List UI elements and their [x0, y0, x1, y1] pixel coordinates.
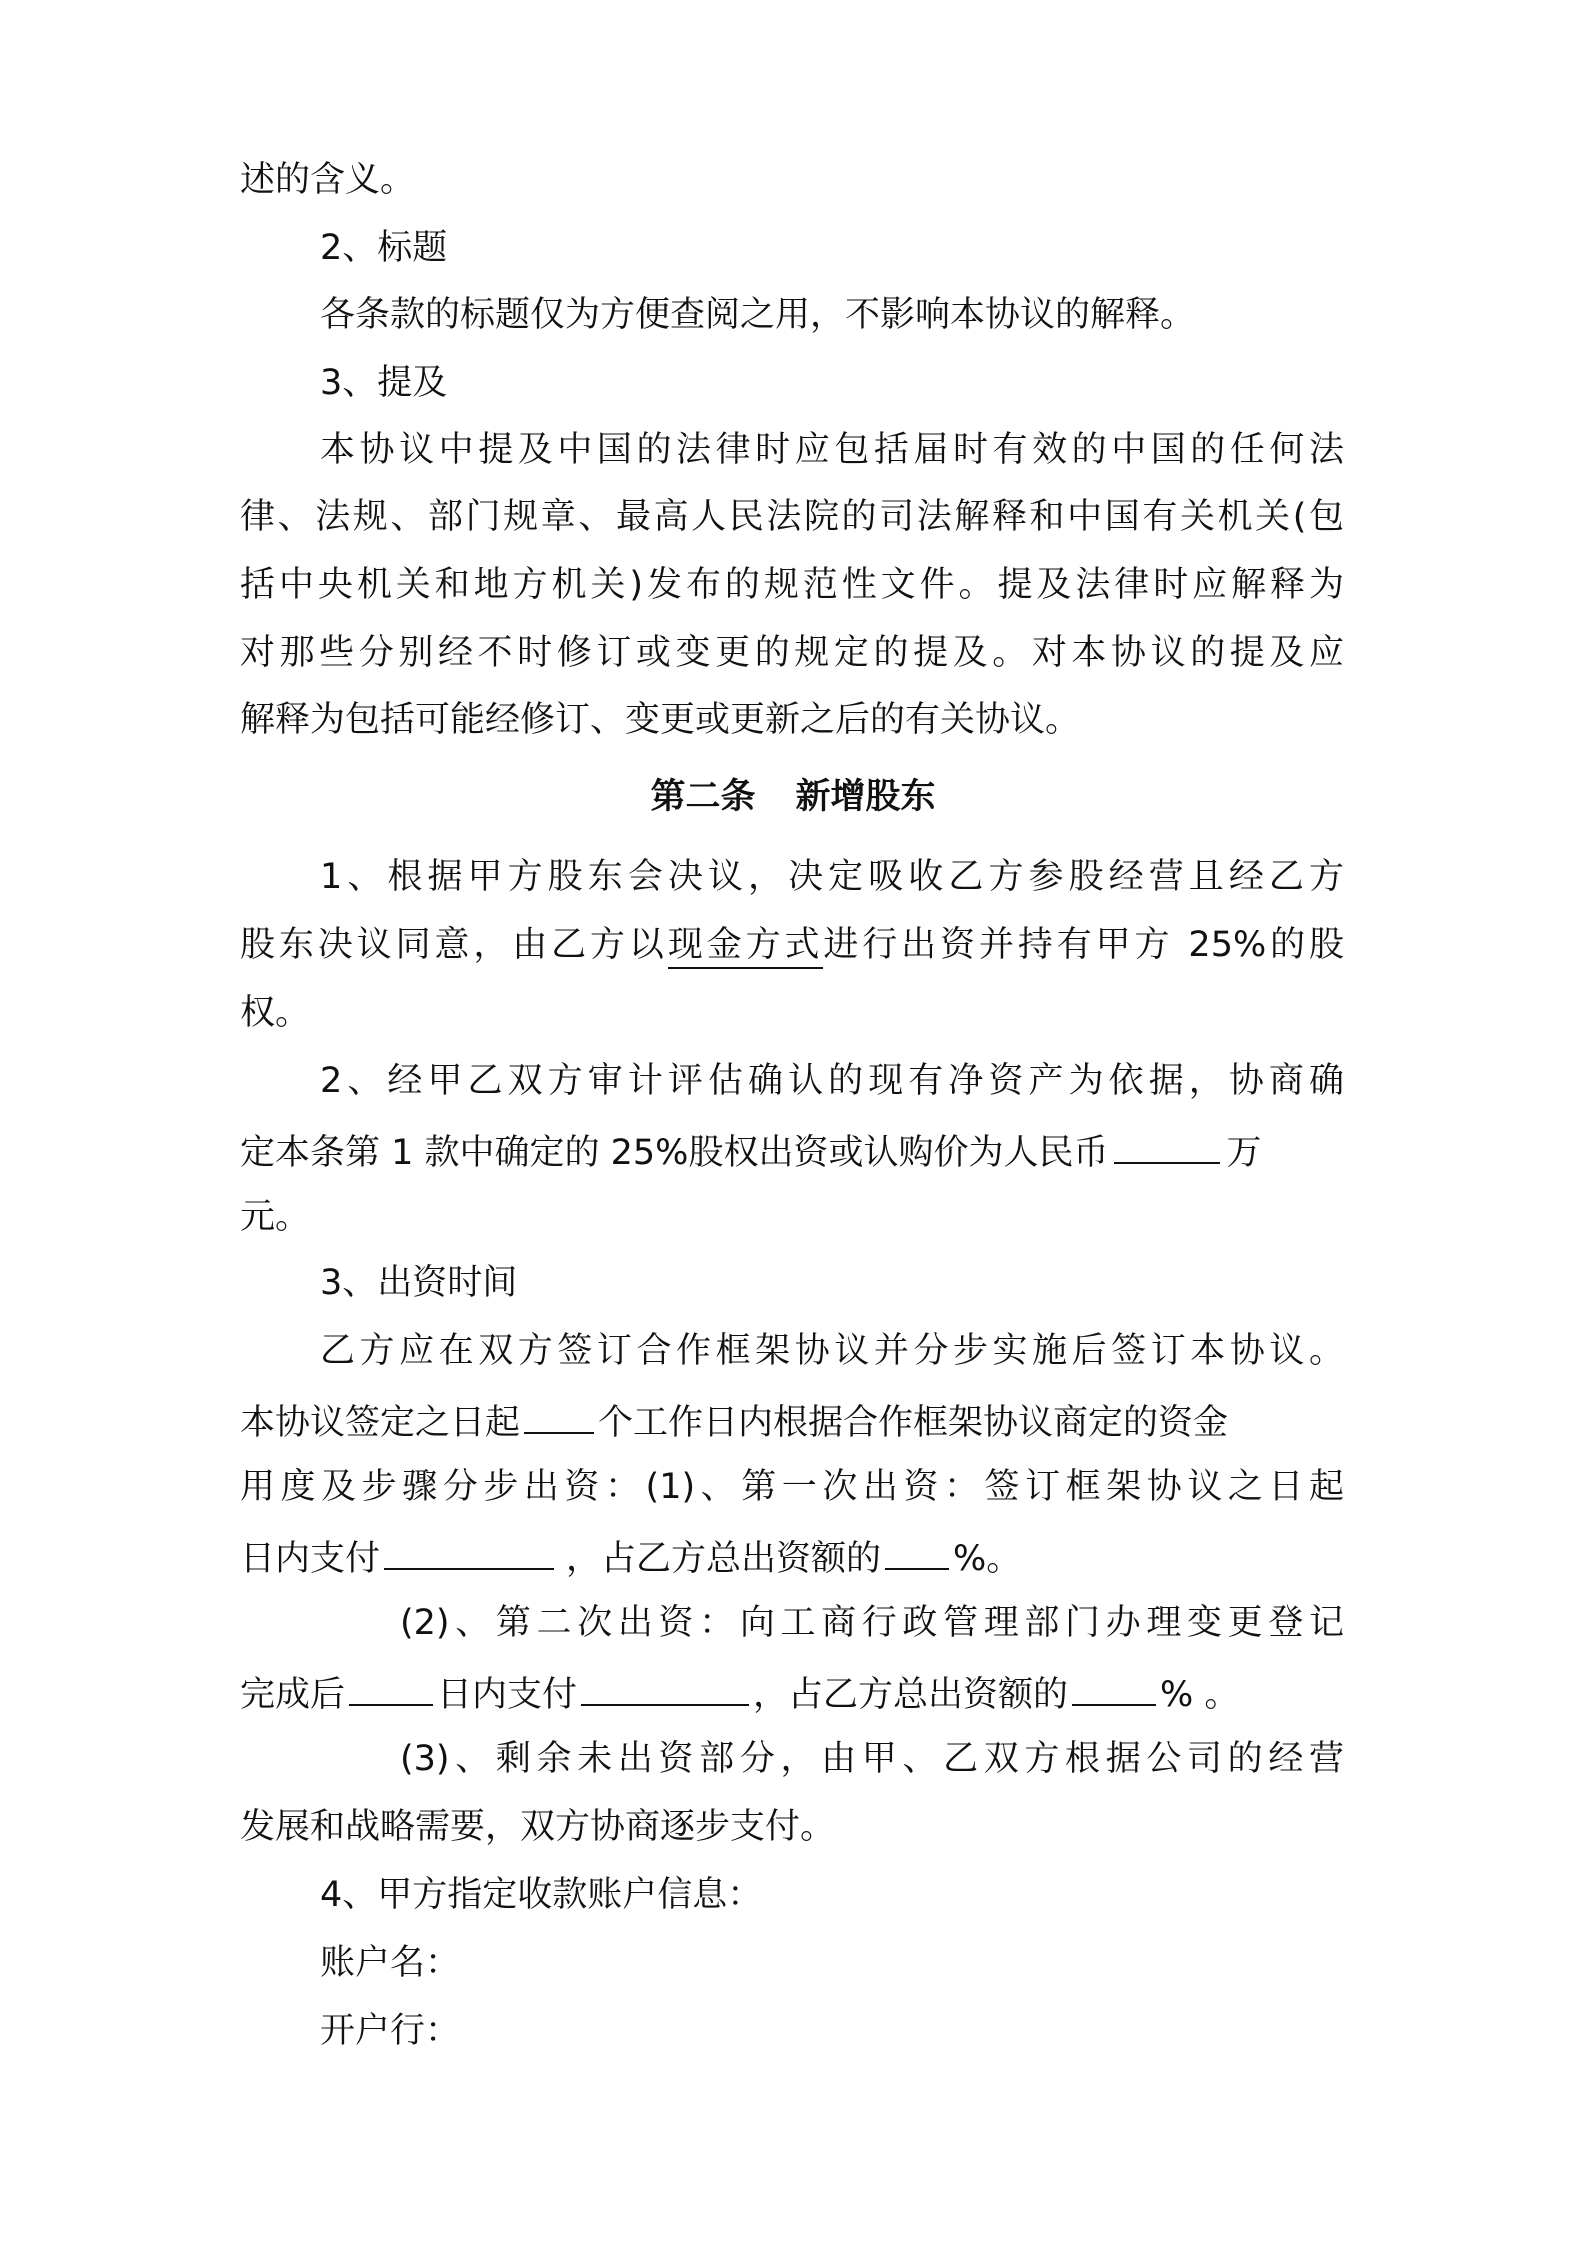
text: 账户名： — [320, 1943, 461, 1983]
text: ，占乙方总出资额的 — [753, 1675, 1069, 1715]
text: 个工作日内根据合作框架协议商定的资金 — [598, 1403, 1229, 1443]
text: 乙方应在双方签订合作框架协议并分步实施后签订本协议。 — [320, 1331, 1344, 1371]
bank-label — [320, 2006, 460, 2056]
text: (3)、剩余未出资部分，由甲、乙双方根据公司的经营 — [400, 1739, 1344, 1779]
paragraph-line — [240, 560, 1344, 610]
paragraph-line — [240, 1666, 1239, 1716]
text: 本协议中提及中国的法律时应包括届时有效的中国的任何法 — [320, 430, 1344, 470]
paragraph-line — [240, 1394, 1344, 1444]
text: 各条款的标题仅为方便查阅之用，不影响本协议的解释。 — [320, 295, 1196, 335]
article-heading — [0, 772, 1586, 822]
text: 4、甲方指定收款账户信息： — [320, 1875, 763, 1915]
fill-in-blank[interactable] — [581, 1666, 749, 1706]
paragraph-line — [240, 1124, 1344, 1174]
fill-in-blank[interactable] — [1114, 1124, 1220, 1164]
text: 2、标题 — [320, 228, 448, 268]
paragraph-line — [240, 920, 1344, 970]
text: 括中央机关和地方机关)发布的规范性文件。提及法律时应解释为 — [240, 565, 1344, 605]
article-number: 第二条 — [650, 777, 756, 817]
text: 述的含义。 — [240, 160, 416, 200]
text: 日内支付 — [437, 1675, 578, 1715]
text: 进行出资并持有甲方 25%的股 — [823, 925, 1344, 965]
text: 日内支付 — [240, 1539, 381, 1579]
text: 万 — [1226, 1133, 1262, 1173]
paragraph-line — [240, 1192, 310, 1242]
paragraph-line — [240, 1802, 835, 1852]
account-name-label — [320, 1938, 460, 1988]
paragraph-line — [240, 1530, 1021, 1580]
clause-heading — [320, 358, 447, 408]
paragraph-line — [240, 628, 1344, 678]
paragraph-line — [320, 425, 1344, 475]
paragraph-line — [400, 1598, 1344, 1648]
text: 本协议签定之日起 — [240, 1403, 521, 1443]
paragraph-line — [320, 1326, 1344, 1376]
text: 对那些分别经不时修订或变更的规定的提及。对本协议的提及应 — [240, 633, 1344, 673]
paragraph-line — [240, 988, 310, 1038]
text: 定本条第 1 款中确定的 25%股权出资或认购价为人民币 — [240, 1133, 1109, 1173]
clause-heading — [320, 1258, 517, 1308]
text: 权。 — [240, 993, 311, 1033]
text: 股东决议同意，由乙方以 — [240, 925, 668, 965]
paragraph-line — [240, 492, 1344, 542]
text: % 。 — [1160, 1675, 1240, 1715]
paragraph-line — [240, 1462, 1344, 1512]
fill-in-blank[interactable] — [524, 1394, 594, 1434]
article-title: 新增股东 — [795, 777, 936, 817]
clause-heading — [320, 1870, 762, 1920]
underlined-term: 现金方式 — [668, 925, 824, 969]
text: (2)、第二次出资：向工商行政管理部门办理变更登记 — [400, 1603, 1344, 1643]
paragraph-line — [320, 290, 1195, 340]
clause-heading — [320, 223, 447, 273]
paragraph-line — [240, 695, 1080, 745]
fill-in-blank[interactable] — [349, 1666, 433, 1706]
text: 3、提及 — [320, 363, 448, 403]
text: %。 — [953, 1539, 1022, 1579]
paragraph-line — [320, 1056, 1344, 1106]
fill-in-blank[interactable] — [885, 1530, 949, 1570]
paragraph-line — [320, 852, 1344, 902]
paragraph-line — [400, 1734, 1344, 1784]
text: 发展和战略需要，双方协商逐步支付。 — [240, 1807, 836, 1847]
fill-in-blank[interactable] — [1072, 1666, 1156, 1706]
text: 律、法规、部门规章、最高人民法院的司法解释和中国有关机关(包 — [240, 497, 1344, 537]
text: ，占乙方总出资额的 — [566, 1539, 882, 1579]
text: 元。 — [240, 1197, 311, 1237]
paragraph-line — [240, 155, 415, 205]
text: 1、根据甲方股东会决议，决定吸收乙方参股经营且经乙方 — [320, 857, 1344, 897]
text: 2、经甲乙双方审计评估确认的现有净资产为依据，协商确 — [320, 1061, 1344, 1101]
text: 用度及步骤分步出资：(1)、第一次出资：签订框架协议之日起 — [240, 1467, 1344, 1507]
text: 解释为包括可能经修订、变更或更新之后的有关协议。 — [240, 700, 1081, 740]
text: 开户行： — [320, 2011, 461, 2051]
text: 完成后 — [240, 1675, 346, 1715]
fill-in-blank[interactable] — [384, 1530, 554, 1570]
text: 3、出资时间 — [320, 1263, 518, 1303]
